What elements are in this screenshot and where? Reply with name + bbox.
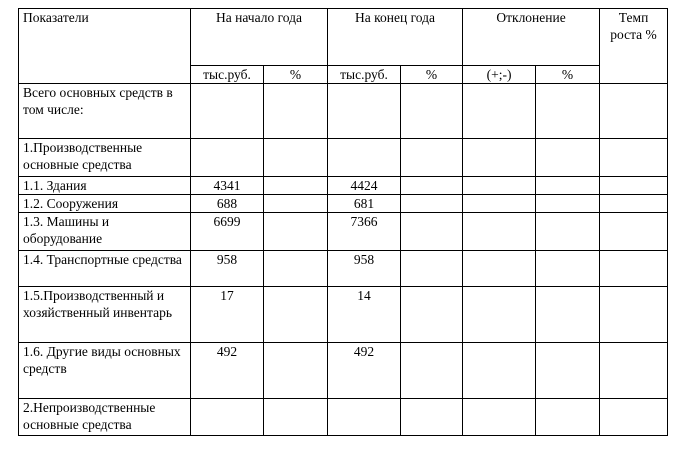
row-label: 2.Непроизводственные основные средства bbox=[19, 399, 191, 436]
cell-start-value: 17 bbox=[191, 287, 264, 343]
table-row bbox=[19, 399, 668, 436]
table-row bbox=[19, 177, 668, 195]
row-label: 1.3. Машины и оборудование bbox=[19, 213, 191, 251]
cell-start-value bbox=[191, 399, 264, 436]
header-growth-rate: Темп роста % bbox=[600, 9, 668, 84]
cell-start-value: 6699 bbox=[191, 213, 264, 251]
row-label: 1.5.Производственный и хозяйственный инвентарь bbox=[19, 287, 191, 343]
table-row bbox=[19, 195, 668, 213]
table-row bbox=[19, 139, 668, 177]
cell-end-value bbox=[328, 139, 401, 177]
row-label: 1.2. Сооружения bbox=[19, 195, 191, 213]
table-row bbox=[19, 343, 668, 399]
subheader-dev-pct: % bbox=[536, 66, 600, 84]
cell-end-value: 681 bbox=[328, 195, 401, 213]
cell-start-value bbox=[191, 139, 264, 177]
table-row bbox=[19, 84, 668, 139]
cell-end-value: 14 bbox=[328, 287, 401, 343]
cell-start-value: 688 bbox=[191, 195, 264, 213]
header-row bbox=[19, 9, 668, 66]
cell-start-value bbox=[191, 84, 264, 139]
header-start-of-year: На начало года bbox=[191, 9, 328, 66]
subheader-end-pct: % bbox=[401, 66, 463, 84]
row-label: Всего основных средств в том числе: bbox=[19, 84, 191, 139]
table-row bbox=[19, 287, 668, 343]
subheader-start-pct: % bbox=[264, 66, 328, 84]
row-label: 1.6. Другие виды основных средств bbox=[19, 343, 191, 399]
subheader-dev-units: (+;-) bbox=[463, 66, 536, 84]
cell-end-value: 492 bbox=[328, 343, 401, 399]
cell-end-value: 7366 bbox=[328, 213, 401, 251]
cell-start-value: 4341 bbox=[191, 177, 264, 195]
header-end-of-year: На конец года bbox=[328, 9, 463, 66]
cell-end-value: 958 bbox=[328, 251, 401, 287]
table-row bbox=[19, 213, 668, 251]
table-row bbox=[19, 251, 668, 287]
subheader-start-units: тыс.руб. bbox=[191, 66, 264, 84]
header-deviation: Отклонение bbox=[463, 9, 600, 66]
subheader-end-units: тыс.руб. bbox=[328, 66, 401, 84]
cell-end-value: 4424 bbox=[328, 177, 401, 195]
cell-end-value bbox=[328, 399, 401, 436]
row-label: 1.1. Здания bbox=[19, 177, 191, 195]
cell-end-value bbox=[328, 84, 401, 139]
header-indicator: Показатели bbox=[19, 9, 191, 84]
row-label: 1.Производственные основные средства bbox=[19, 139, 191, 177]
fixed-assets-table bbox=[18, 8, 668, 436]
cell-start-value: 958 bbox=[191, 251, 264, 287]
row-label: 1.4. Транспортные средства bbox=[19, 251, 191, 287]
cell-start-value: 492 bbox=[191, 343, 264, 399]
